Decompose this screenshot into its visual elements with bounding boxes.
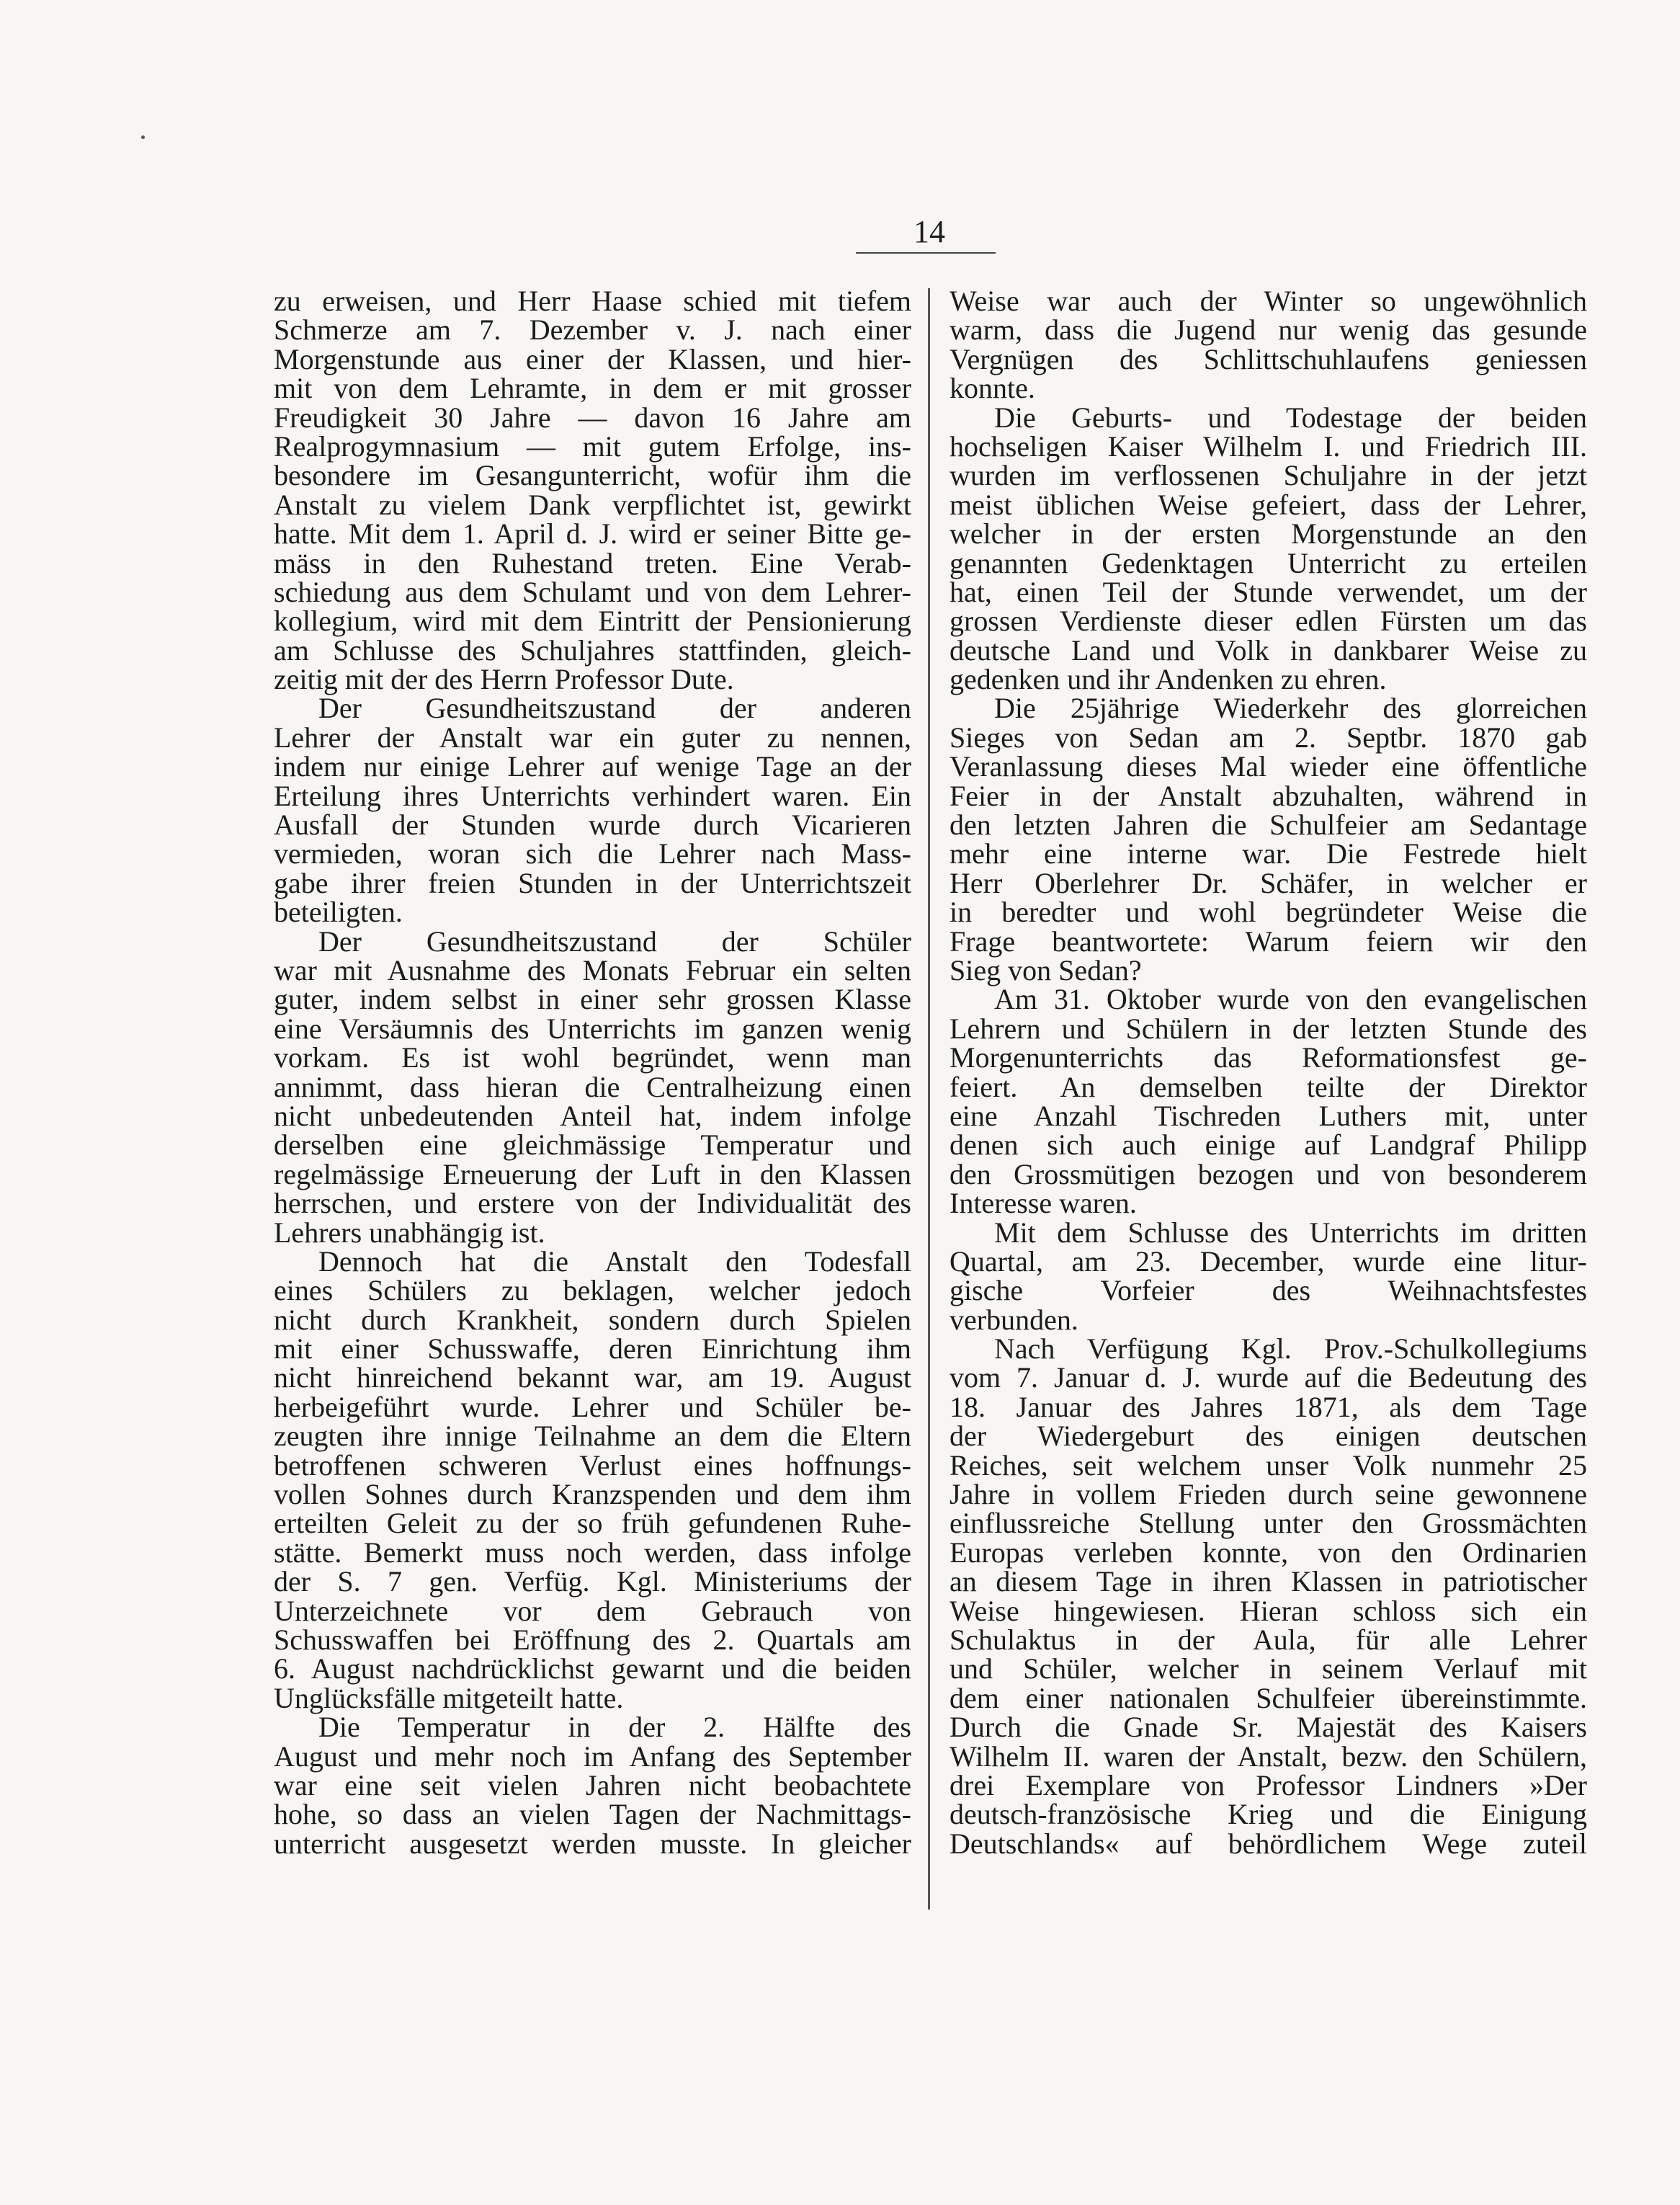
text-line: vorkam. Es ist wohl begründet, wenn man [274, 1041, 911, 1074]
text-line: Weise hingewiesen. Hieran schloss sich ein [950, 1594, 1587, 1627]
text-line: herrschen, und erstere von der Individualität des [274, 1187, 911, 1220]
text-line: grossen Verdienste dieser edlen Fürsten um das [950, 605, 1587, 638]
text-line: mit von dem Lehramte, in dem er mit grosser [274, 372, 911, 405]
column-divider [928, 288, 930, 1910]
text-line: Lehrer der Anstalt war ein guter zu nennen, [274, 721, 911, 754]
text-line: Realprogymnasium — mit gutem Erfolge, ins- [274, 429, 911, 463]
text-line: hochseligen Kaiser Wilhelm I. und Friedrich III. [950, 429, 1587, 463]
text-line: Sieg von Sedan? [950, 953, 1142, 986]
text-line: war mit Ausnahme des Monats Februar ein selten [274, 953, 911, 986]
text-line: indem nur einige Lehrer auf wenige Tage an der [274, 750, 911, 783]
text-line: Wilhelm II. waren der Anstalt, bezw. den Schülern, [950, 1740, 1587, 1773]
text-line: Lehrern und Schülern in der letzten Stunde des [950, 1012, 1587, 1045]
text-line: Veranlassung dieses Mal wieder eine öffentliche [950, 750, 1587, 783]
text-line: Mit dem Schlusse des Unterrichts im dritten [994, 1216, 1587, 1249]
text-line: mehr eine interne war. Die Festrede hielt [950, 837, 1587, 870]
text-line: annimmt, dass hieran die Centralheizung einen [274, 1070, 911, 1103]
text-line: drei Exemplare von Professor Lindners »Der [950, 1768, 1587, 1801]
text-line: Schulaktus in der Aula, für alle Lehrer [950, 1623, 1587, 1656]
text-line: gabe ihrer freien Stunden in der Unterrichtszeit [274, 866, 911, 899]
text-line: Interesse waren. [950, 1187, 1137, 1220]
text-line: besondere im Gesangunterricht, wofür ihm die [274, 459, 911, 492]
text-line: zu erweisen, und Herr Haase schied mit tiefem [274, 285, 911, 317]
text-line: Die 25jährige Wiederkehr des glorreichen [994, 692, 1587, 725]
text-line: nicht durch Krankheit, sondern durch Spielen [274, 1303, 911, 1336]
text-line: beteiligten. [274, 896, 403, 929]
text-line: Reiches, seit welchem unser Volk nunmehr 25 [950, 1448, 1587, 1482]
text-line: vollen Sohnes durch Kranzspenden und dem ihm [274, 1478, 911, 1511]
text-line: deutsch-französische Krieg und die Einigung [950, 1798, 1587, 1831]
text-line: einflussreiche Stellung unter den Grossmächten [950, 1507, 1587, 1540]
stray-dot-mark [141, 135, 145, 139]
text-line: Dennoch hat die Anstalt den Todesfall [318, 1244, 911, 1278]
text-line: hat, einen Teil der Stunde verwendet, um der [950, 575, 1587, 608]
text-line: konnte. [950, 372, 1035, 405]
text-line: Unterzeichnete vor dem Gebrauch von [274, 1594, 911, 1627]
text-line: war eine seit vielen Jahren nicht beobachtete [274, 1768, 911, 1801]
text-line: kollegium, wird mit dem Eintritt der Pensionierung [274, 605, 911, 638]
text-line: gedenken und ihr Andenken zu ehren. [950, 663, 1387, 696]
text-line: derselben eine gleichmässige Temperatur und [274, 1128, 911, 1162]
text-line: mäss in den Ruhestand treten. Eine Verab- [274, 546, 911, 579]
text-line: verbunden. [950, 1303, 1078, 1336]
text-line: Vergnügen des Schlittschuhlaufens geniessen [950, 342, 1587, 375]
text-line: Freudigkeit 30 Jahre — davon 16 Jahre am [274, 401, 911, 434]
text-line: deutsche Land und Volk in dankbarer Weise zu [950, 633, 1587, 667]
text-line: Weise war auch der Winter so ungewöhnlich [950, 285, 1587, 317]
text-line: nicht hinreichend bekannt war, am 19. August [274, 1361, 911, 1394]
text-line: Schmerze am 7. Dezember v. J. nach einer [274, 313, 911, 347]
text-line: stätte. Bemerkt muss noch werden, dass infolge [274, 1536, 911, 1569]
text-line: Sieges von Sedan am 2. Septbr. 1870 gab [950, 721, 1587, 754]
text-line: Morgenunterrichts das Reformationsfest ge- [950, 1041, 1587, 1074]
text-line: vermieden, woran sich die Lehrer nach Mass- [274, 837, 911, 870]
text-line: mit einer Schusswaffe, deren Einrichtung ihm [274, 1332, 911, 1366]
text-line: August und mehr noch im Anfang des September [274, 1740, 911, 1773]
text-line: Erteilung ihres Unterrichts verhindert waren. Ein [274, 779, 911, 812]
text-line: zeitig mit der des Herrn Professor Dute. [274, 663, 734, 696]
text-line: an diesem Tage in ihren Klassen in patriotischer [950, 1565, 1587, 1598]
page-number: 14 [913, 214, 945, 249]
left-text-column [274, 287, 911, 1858]
text-line: wurden im verflossenen Schuljahre in der jetzt [950, 459, 1587, 492]
text-line: Lehrers unabhängig ist. [274, 1216, 545, 1249]
text-line: Unglücksfälle mitgeteilt hatte. [274, 1681, 624, 1714]
text-line: Der Gesundheitszustand der anderen [318, 692, 911, 725]
right-text-column [950, 287, 1587, 1858]
text-line: Europas verleben konnte, von den Ordinarien [950, 1536, 1587, 1569]
text-line: in beredter und wohl begründeter Weise die [950, 896, 1587, 929]
text-line: Nach Verfügung Kgl. Prov.-Schulkollegiums [994, 1332, 1587, 1366]
text-line: welcher in der ersten Morgenstunde an den [950, 517, 1587, 551]
text-line: Feier in der Anstalt abzuhalten, während in [950, 779, 1587, 812]
text-line: feiert. An demselben teilte der Direktor [950, 1070, 1587, 1103]
text-line: dem einer nationalen Schulfeier übereinstimmte. [950, 1681, 1587, 1714]
text-line: und Schüler, welcher in seinem Verlauf mit [950, 1652, 1587, 1685]
text-line: Herr Oberlehrer Dr. Schäfer, in welcher er [950, 866, 1587, 899]
text-line: gische Vorfeier des Weihnachtsfestes [950, 1274, 1587, 1307]
text-line: zeugten ihre innige Teilnahme an dem die Eltern [274, 1420, 911, 1453]
text-line: Am 31. Oktober wurde von den evangelischen [994, 983, 1587, 1016]
text-line: genannten Gedenktagen Unterricht zu erteilen [950, 546, 1587, 579]
text-line: Der Gesundheitszustand der Schüler [318, 925, 911, 958]
text-line: eine Versäumnis des Unterrichts im ganzen wenig [274, 1012, 911, 1045]
text-line: regelmässige Erneuerung der Luft in den Klassen [274, 1157, 911, 1190]
text-line: Deutschlands« auf behördlichem Wege zuteil [950, 1827, 1587, 1860]
text-line: Schusswaffen bei Eröffnung des 2. Quartals am [274, 1623, 911, 1656]
text-line: eines Schülers zu beklagen, welcher jedoch [274, 1274, 911, 1307]
text-line: Morgenstunde aus einer der Klassen, und hier- [274, 342, 911, 375]
text-line: den letzten Jahren die Schulfeier am Sedantage [950, 808, 1587, 842]
text-line: Quartal, am 23. December, wurde eine litur- [950, 1244, 1587, 1278]
text-line: am Schlusse des Schuljahres stattfinden, gleich- [274, 633, 911, 667]
text-line: der Wiedergeburt des einigen deutschen [950, 1420, 1587, 1453]
text-line: hatte. Mit dem 1. April d. J. wird er seiner Bitte ge- [274, 517, 911, 551]
text-line: hohe, so dass an vielen Tagen der Nachmittags- [274, 1798, 911, 1831]
text-line: vom 7. Januar d. J. wurde auf die Bedeutung des [950, 1361, 1587, 1394]
text-line: Durch die Gnade Sr. Majestät des Kaisers [950, 1711, 1587, 1744]
text-line: erteilten Geleit zu der so früh gefundenen Ruhe- [274, 1507, 911, 1540]
text-line: den Grossmütigen bezogen und von besonderem [950, 1157, 1587, 1190]
text-line: meist üblichen Weise gefeiert, dass der Lehrer, [950, 488, 1587, 521]
text-line: warm, dass die Jugend nur wenig das gesunde [950, 313, 1587, 347]
text-line: der S. 7 gen. Verfüg. Kgl. Ministeriums der [274, 1565, 911, 1598]
text-line: Anstalt zu vielem Dank verpflichtet ist, gewirkt [274, 488, 911, 521]
text-line: 6. August nachdrücklichst gewarnt und die beiden [274, 1652, 911, 1685]
text-line: 18. Januar des Jahres 1871, als dem Tage [950, 1390, 1587, 1423]
text-line: nicht unbedeutenden Anteil hat, indem infolge [274, 1099, 911, 1132]
text-line: Die Temperatur in der 2. Hälfte des [318, 1711, 911, 1744]
text-line: Frage beantwortete: Warum feiern wir den [950, 925, 1587, 958]
text-line: eine Anzahl Tischreden Luthers mit, unter [950, 1099, 1587, 1132]
text-line: schiedung aus dem Schulamt und von dem Lehrer- [274, 575, 911, 608]
text-line: denen sich auch einige auf Landgraf Philipp [950, 1128, 1587, 1162]
text-line: betroffenen schweren Verlust eines hoffnungs- [274, 1448, 911, 1482]
text-line: herbeigeführt wurde. Lehrer und Schüler be- [274, 1390, 911, 1423]
text-line: unterricht ausgesetzt werden musste. In gleicher [274, 1827, 911, 1860]
text-line: guter, indem selbst in einer sehr grossen Klasse [274, 983, 911, 1016]
page-number-rule [856, 252, 996, 254]
text-line: Jahre in vollem Frieden durch seine gewonnene [950, 1478, 1587, 1511]
text-line: Die Geburts- und Todestage der beiden [994, 401, 1587, 434]
text-line: Ausfall der Stunden wurde durch Vicarieren [274, 808, 911, 842]
